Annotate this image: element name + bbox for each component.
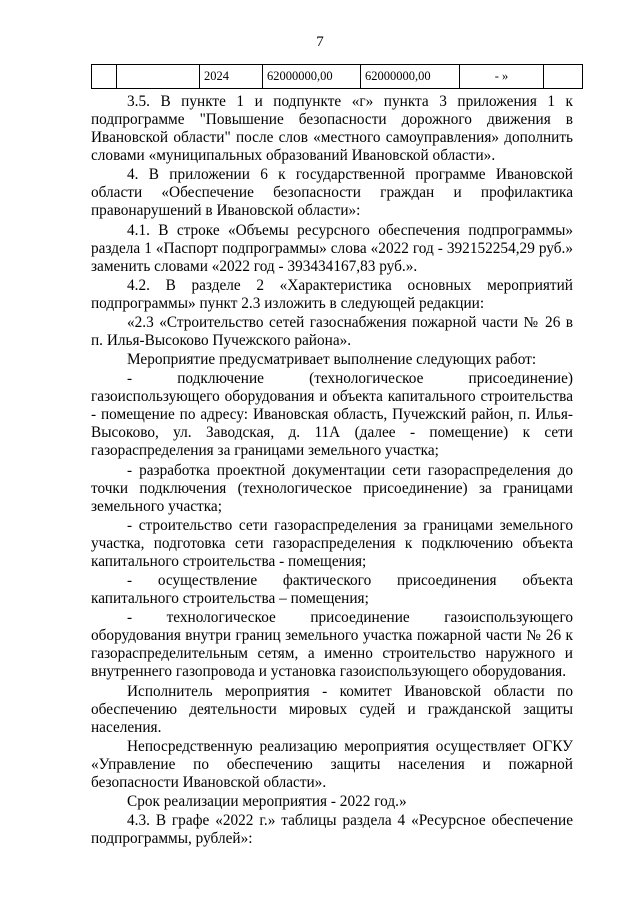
list-item-technological-connection: - технологическое присоединение газоиспользующего оборудования внутри границ земельного участка пожарной части № 26 к газораспределительным сетям, а именно строительство наружного и внутреннего газопровода и установка газоиспользующего оборудования.	[91, 609, 573, 681]
paragraph-4: 4. В приложении 6 к государственной программе Ивановской области «Обеспечение безопасности граждан и профилактика правонарушений в Ивановской области»:	[91, 166, 573, 220]
paragraph-4-3: 4.3. В графе «2022 г.» таблицы раздела 4 «Ресурсное обеспечение подпрограммы, рублей»:	[91, 812, 573, 848]
paragraph-implementation: Непосредственную реализацию мероприятия осуществляет ОГКУ «Управление по обеспечению защиты населения и пожарной безопасности Ивановской области».	[91, 737, 573, 791]
paragraph-deadline: Срок реализации мероприятия - 2022 год.»	[127, 793, 407, 810]
paragraph-3-5: 3.5. В пункте 1 и подпункте «г» пункта 3 приложения 1 к подпрограмме "Повышение безопасности дорожного движения в Ивановской области" после слов «местного самоуправления» дополнить словами «муниципальных образований Ивановской области».	[91, 93, 573, 165]
paragraph-4-1: 4.1. В строке «Объемы ресурсного обеспечения подпрограммы» раздела 1 «Паспорт подпрограммы» слова «2022 год - 392152254,29 руб.» заменить словами «2022 год - 393434167,83 руб.».	[91, 221, 573, 275]
paragraph-works-intro: Мероприятие предусматривает выполнение следующих работ:	[127, 351, 537, 369]
paragraph-executor: Исполнитель мероприятия - комитет Ивановской области по обеспечению деятельности мировых судей и гражданской защиты населения.	[91, 682, 573, 736]
list-item-connection: - подключение (технологическое присоединение) газоиспользующего оборудования и объекта капитального строительства - помещение по адресу: Ивановская область, Пучежский район, п. Илья-Высоково, ул. Заводская, д. 11А (далее - помещение) к сети газораспределения за границами земельного участка;	[91, 370, 573, 460]
table-row	[92, 65, 583, 89]
table-cell-amount: 62000000,00	[263, 65, 361, 89]
list-item-actual-connection: - осуществление фактического присоединения объекта капитального строительства – помещения;	[91, 572, 573, 608]
paragraph-2-3-title: «2.3 «Строительство сетей газоснабжения пожарной части № 26 в п. Илья-Высоково Пучежского района».	[91, 313, 573, 349]
table-cell-amount: 62000000,00	[361, 65, 460, 89]
table-cell	[117, 65, 200, 89]
table-cell	[544, 65, 583, 89]
list-item-design: - разработка проектной документации сети газораспределения до точки подключения (технологическое присоединение) за границами земельного участка;	[91, 461, 573, 515]
list-item-construction: - строительство сети газораспределения за границами земельного участка, подготовка сети газораспределения к подключению объекта капитального строительства - помещения;	[91, 516, 573, 570]
page-number: 7	[316, 34, 324, 50]
continuation-table	[91, 64, 583, 89]
table-cell-dash: - »	[460, 65, 544, 89]
paragraph-4-2: 4.2. В разделе 2 «Характеристика основных мероприятий подпрограммы» пункт 2.3 изложить в следующей редакции:	[91, 276, 573, 312]
table-cell-year: 2024	[200, 65, 263, 89]
document-body	[91, 93, 573, 849]
table-cell	[92, 65, 117, 89]
